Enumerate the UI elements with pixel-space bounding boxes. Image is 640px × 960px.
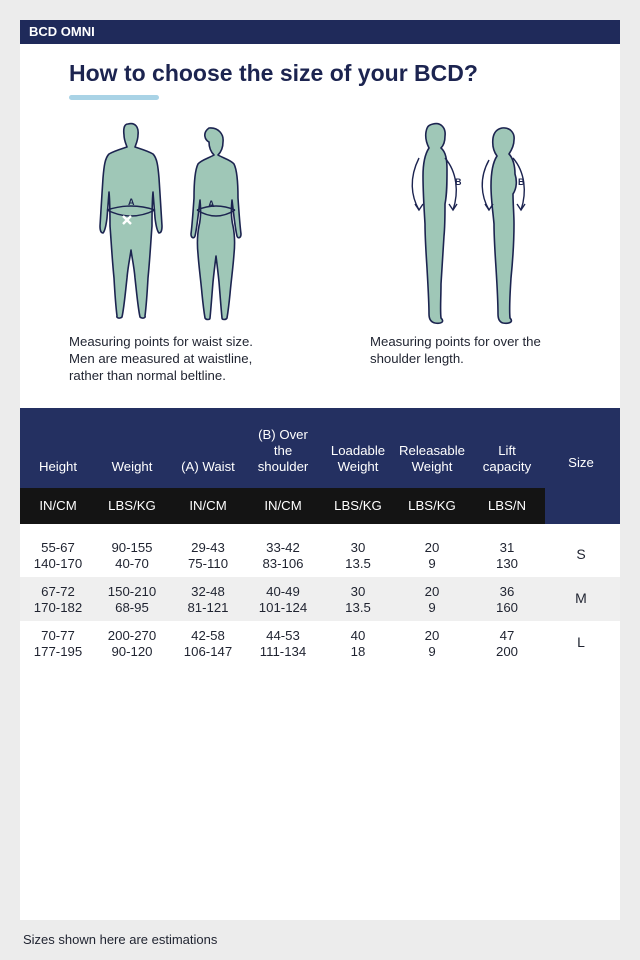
cell-over-shoulder: 33-42 83-106 [262, 540, 304, 571]
cell-lift-capacity: 36 160 [495, 584, 518, 615]
cell-waist: 29-43 75-110 [187, 540, 229, 571]
brand-header: BCD OMNI [20, 20, 620, 44]
label-a-female: A [208, 199, 215, 209]
cell-weight: 90-155 40-70 [111, 540, 153, 571]
cell-loadable-weight: 30 13.5 [345, 584, 371, 615]
cell-size: S [576, 546, 586, 562]
female-side-figure [491, 128, 516, 323]
header-over-shoulder: (B) Over the shoulder [257, 427, 309, 474]
shoulder-caption: Measuring points for over the shoulder length. [370, 334, 541, 366]
cell-over-shoulder: 44-53 111-134 [259, 628, 307, 659]
cell-over-shoulder: 40-49 101-124 [258, 584, 308, 615]
shoulder-measure-figure [405, 118, 545, 328]
waist-measure-figure [85, 118, 255, 328]
cell-size: M [575, 590, 587, 606]
header-height: Height [38, 459, 78, 474]
page-title: How to choose the size of your BCD? [69, 60, 478, 86]
unit-weight: LBS/KG [108, 498, 156, 513]
unit-waist: IN/CM [189, 498, 227, 513]
header-waist: (A) Waist [181, 459, 235, 474]
title-underline [69, 95, 159, 100]
male-front-figure [100, 124, 162, 319]
cell-releasable-weight: 20 9 [424, 584, 440, 615]
header-weight: Weight [111, 459, 153, 474]
cell-height: 55-67 140-170 [33, 540, 83, 571]
cell-height: 70-77 177-195 [33, 628, 83, 659]
unit-loadable-weight: LBS/KG [334, 498, 382, 513]
unit-over-shoulder: IN/CM [264, 498, 302, 513]
cell-releasable-weight: 20 9 [424, 628, 440, 659]
cell-height: 67-72 170-182 [33, 584, 83, 615]
cell-waist: 32-48 81-121 [187, 584, 229, 615]
header-loadable-weight: Loadable Weight [330, 443, 386, 474]
waist-caption: Measuring points for waist size. Men are measured at waistline, rather than normal beltline. [69, 334, 253, 383]
unit-lift-capacity: LBS/N [487, 498, 527, 513]
cell-lift-capacity: 47 200 [495, 628, 518, 659]
male-side-figure [423, 124, 447, 324]
cell-size: L [577, 634, 585, 650]
unit-releasable-weight: LBS/KG [408, 498, 456, 513]
unit-height: IN/CM [39, 498, 77, 513]
female-front-figure [191, 128, 241, 320]
cell-releasable-weight: 20 9 [424, 540, 440, 571]
label-a-male: A [128, 197, 135, 207]
label-b-female: B [518, 177, 525, 187]
header-releasable-weight: Releasable Weight [399, 443, 465, 474]
footnote: Sizes shown here are estimations [23, 932, 218, 947]
label-b-male: B [455, 177, 462, 187]
cell-waist: 42-58 106-147 [183, 628, 233, 659]
cell-lift-capacity: 31 130 [495, 540, 518, 571]
header-size: Size [568, 455, 594, 470]
cell-weight: 200-270 90-120 [107, 628, 157, 659]
header-lift-capacity: Lift capacity [482, 443, 532, 474]
cell-weight: 150-210 68-95 [107, 584, 157, 615]
cell-loadable-weight: 30 13.5 [345, 540, 371, 571]
cell-loadable-weight: 40 18 [350, 628, 366, 659]
